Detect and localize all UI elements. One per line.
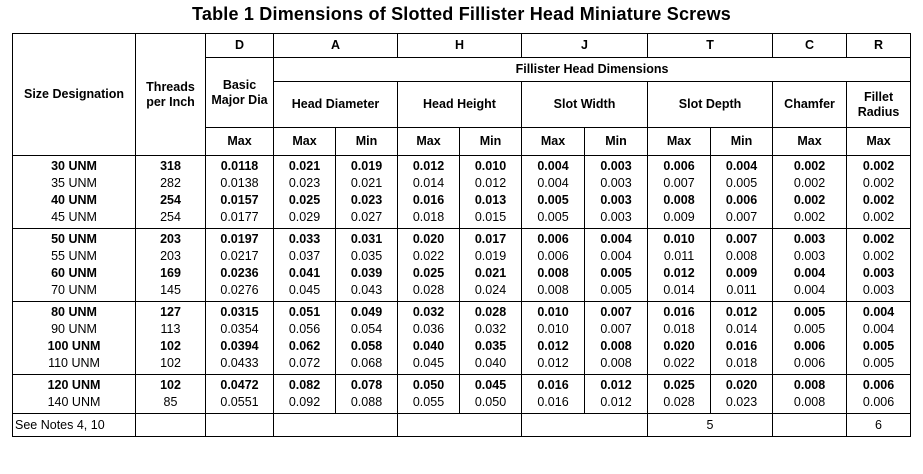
letter-d: D <box>206 34 274 58</box>
table-value: 0.011 <box>663 249 695 263</box>
table-value: 0.019 <box>350 159 383 173</box>
table-value: 0.007 <box>725 210 758 224</box>
cell-h-max <box>398 156 460 229</box>
table-value: 0.023 <box>288 176 321 190</box>
cell-h-max <box>398 302 460 375</box>
table-value: 0.005 <box>862 356 895 370</box>
table-value: 0.0236 <box>220 266 259 280</box>
table-value: 0.002 <box>793 159 826 173</box>
table-value: 127 <box>160 305 181 319</box>
table-value: 0.0217 <box>220 249 259 263</box>
table-value: 0.045 <box>412 356 445 370</box>
notes-empty <box>773 414 847 437</box>
a-max-header: Max <box>274 128 336 156</box>
table-value: 0.006 <box>793 339 826 353</box>
table-value: 102 <box>160 356 181 370</box>
table-value: 0.036 <box>412 322 445 336</box>
table-value: 60 UNM <box>51 266 97 280</box>
cell-tpi <box>136 229 206 302</box>
table-value: 254 <box>160 193 181 207</box>
table-value: 0.024 <box>474 283 507 297</box>
table-value: 0.040 <box>412 339 445 353</box>
letter-j: J <box>522 34 648 58</box>
table-value: 0.002 <box>862 193 895 207</box>
cell-t-min <box>711 375 773 414</box>
table-value: 203 <box>160 232 181 246</box>
table-value: 0.005 <box>537 210 569 224</box>
table-value: 102 <box>160 339 181 353</box>
table-value: 0.043 <box>350 283 383 297</box>
table-value: 50 UNM <box>51 232 97 246</box>
cell-j-min <box>585 229 648 302</box>
table-value: 120 UNM <box>47 378 101 392</box>
table-value: 0.006 <box>862 395 895 409</box>
j-min-header: Min <box>585 128 648 156</box>
table-value: 0.015 <box>474 210 507 224</box>
table-value: 0.006 <box>663 159 695 173</box>
table-value: 0.035 <box>350 249 383 263</box>
cell-h-min <box>460 375 522 414</box>
table-value: 0.006 <box>537 249 569 263</box>
table-value: 0.008 <box>537 266 569 280</box>
notes-empty <box>136 414 206 437</box>
cell-a-min <box>336 156 398 229</box>
table-value: 55 UNM <box>51 249 97 263</box>
cell-j-min <box>585 302 648 375</box>
table-value: 0.028 <box>412 283 445 297</box>
cell-j-max <box>522 375 585 414</box>
table-value: 0.021 <box>474 266 507 280</box>
table-value: 169 <box>160 266 181 280</box>
table-value: 0.007 <box>600 322 632 336</box>
table-value: 0.010 <box>537 322 569 336</box>
table-value: 0.005 <box>600 266 632 280</box>
table-value: 0.006 <box>862 378 895 392</box>
table-value: 0.062 <box>288 339 321 353</box>
table-value: 0.0551 <box>220 395 259 409</box>
d-max-header: Max <box>206 128 274 156</box>
table-value: 0.005 <box>793 305 826 319</box>
table-value: 113 <box>160 322 181 336</box>
table-value: 0.005 <box>793 322 826 336</box>
table-row-group <box>13 156 911 229</box>
table-value: 0.007 <box>725 232 758 246</box>
cell-d <box>206 156 274 229</box>
cell-tpi <box>136 156 206 229</box>
table-value: 0.012 <box>663 266 695 280</box>
table-value: 0.012 <box>600 378 632 392</box>
table-value: 0.0472 <box>220 378 259 392</box>
table-value: 0.019 <box>474 249 507 263</box>
table-value: 0.0433 <box>220 356 259 370</box>
table-value: 0.006 <box>537 232 569 246</box>
table-value: 0.017 <box>474 232 507 246</box>
table-value: 0.020 <box>725 378 758 392</box>
table-value: 0.027 <box>350 210 383 224</box>
table-value: 0.009 <box>725 266 758 280</box>
table-value: 0.0394 <box>220 339 259 353</box>
cell-t-min <box>711 302 773 375</box>
table-value: 0.004 <box>537 159 569 173</box>
table-value: 0.088 <box>350 395 383 409</box>
table-value: 0.012 <box>412 159 445 173</box>
table-value: 0.012 <box>537 356 569 370</box>
table-value: 0.022 <box>412 249 445 263</box>
table-value: 0.011 <box>726 283 757 297</box>
table-value: 0.003 <box>862 266 895 280</box>
table-body <box>13 156 911 414</box>
cell-size <box>13 229 136 302</box>
head-height-header: Head Height <box>398 82 522 128</box>
table-value: 0.020 <box>663 339 695 353</box>
table-value: 145 <box>160 283 181 297</box>
table-value: 0.021 <box>350 176 383 190</box>
h-max-header: Max <box>398 128 460 156</box>
table-value: 0.007 <box>600 305 632 319</box>
table-value: 0.012 <box>474 176 507 190</box>
cell-h-min <box>460 229 522 302</box>
table-value: 0.008 <box>663 193 695 207</box>
table-value: 0.004 <box>600 249 632 263</box>
cell-t-max <box>648 302 711 375</box>
notes-empty <box>274 414 398 437</box>
cell-a-max <box>274 375 336 414</box>
table-value: 40 UNM <box>51 193 97 207</box>
table-value: 0.029 <box>288 210 321 224</box>
table-value: 0.022 <box>663 356 695 370</box>
notes-t: 5 <box>648 414 773 437</box>
cell-r <box>847 302 911 375</box>
cell-r <box>847 229 911 302</box>
table-value: 0.078 <box>350 378 383 392</box>
table-value: 0.003 <box>600 210 632 224</box>
table-value: 0.002 <box>862 249 895 263</box>
cell-h-min <box>460 156 522 229</box>
cell-d <box>206 302 274 375</box>
table-value: 0.016 <box>412 193 445 207</box>
notes-empty <box>398 414 522 437</box>
cell-a-max <box>274 302 336 375</box>
table-value: 0.068 <box>350 356 383 370</box>
cell-tpi <box>136 375 206 414</box>
table-value: 0.020 <box>412 232 445 246</box>
table-value: 0.004 <box>600 232 632 246</box>
cell-a-min <box>336 375 398 414</box>
j-max-header: Max <box>522 128 585 156</box>
cell-c <box>773 229 847 302</box>
table-value: 35 UNM <box>51 176 97 190</box>
table-value: 0.050 <box>474 395 507 409</box>
head-diameter-header: Head Diameter <box>274 82 398 128</box>
table-value: 0.014 <box>412 176 445 190</box>
table-value: 0.004 <box>725 159 758 173</box>
cell-a-max <box>274 229 336 302</box>
letter-a: A <box>274 34 398 58</box>
chamfer-header: Chamfer <box>773 82 847 128</box>
fillet-radius-header: Fillet Radius <box>847 82 911 128</box>
cell-a-min <box>336 302 398 375</box>
table-value: 0.006 <box>793 356 826 370</box>
table-value: 0.010 <box>537 305 569 319</box>
table-value: 0.005 <box>537 193 569 207</box>
fillister-head-dimensions-header: Fillister Head Dimensions <box>274 58 911 82</box>
table-value: 0.008 <box>793 395 826 409</box>
table-value: 70 UNM <box>51 283 97 297</box>
cell-d <box>206 229 274 302</box>
notes-empty <box>206 414 274 437</box>
table-value: 0.014 <box>725 322 758 336</box>
table-value: 0.004 <box>862 305 895 319</box>
table-value: 0.016 <box>663 305 695 319</box>
table-value: 0.008 <box>793 378 826 392</box>
table-value: 0.008 <box>600 356 632 370</box>
table-value: 0.054 <box>350 322 383 336</box>
table-value: 0.028 <box>474 305 507 319</box>
table-value: 0.025 <box>288 193 321 207</box>
notes-row <box>13 414 911 437</box>
table-value: 0.039 <box>350 266 383 280</box>
table-header <box>13 34 911 156</box>
table-value: 0.0138 <box>220 176 259 190</box>
table-value: 0.010 <box>474 159 507 173</box>
cell-r <box>847 375 911 414</box>
table-value: 0.035 <box>474 339 507 353</box>
cell-r <box>847 156 911 229</box>
table-value: 0.003 <box>793 249 826 263</box>
dimensions-table <box>12 33 911 437</box>
table-value: 0.082 <box>288 378 321 392</box>
table-value: 0.002 <box>862 232 895 246</box>
table-value: 0.014 <box>663 283 695 297</box>
cell-d <box>206 375 274 414</box>
letter-c: C <box>773 34 847 58</box>
table-value: 0.012 <box>725 305 758 319</box>
table-value: 0.023 <box>725 395 758 409</box>
table-value: 0.018 <box>725 356 758 370</box>
h-min-header: Min <box>460 128 522 156</box>
cell-h-max <box>398 229 460 302</box>
cell-j-min <box>585 156 648 229</box>
cell-size <box>13 302 136 375</box>
table-value: 30 UNM <box>51 159 97 173</box>
table-value: 0.007 <box>663 176 695 190</box>
a-min-header: Min <box>336 128 398 156</box>
table-value: 0.002 <box>793 210 826 224</box>
letter-r: R <box>847 34 911 58</box>
table-value: 0.005 <box>725 176 758 190</box>
table-value: 100 UNM <box>47 339 101 353</box>
table-value: 0.003 <box>600 159 632 173</box>
cell-t-min <box>711 229 773 302</box>
cell-t-min <box>711 156 773 229</box>
c-max-header: Max <box>773 128 847 156</box>
r-max-header: Max <box>847 128 911 156</box>
table-value: 0.008 <box>600 339 632 353</box>
table-value: 0.004 <box>862 322 895 336</box>
table-value: 0.041 <box>288 266 321 280</box>
table-value: 0.051 <box>288 305 321 319</box>
cell-j-max <box>522 229 585 302</box>
table-value: 0.013 <box>474 193 507 207</box>
table-value: 0.016 <box>537 395 569 409</box>
table-value: 0.003 <box>793 232 826 246</box>
table-value: 0.033 <box>288 232 321 246</box>
table-value: 0.016 <box>725 339 758 353</box>
cell-tpi <box>136 302 206 375</box>
table-value: 0.072 <box>288 356 321 370</box>
table-value: 0.002 <box>793 176 826 190</box>
cell-h-max <box>398 375 460 414</box>
table-value: 0.003 <box>862 283 895 297</box>
table-value: 0.012 <box>600 395 632 409</box>
table-value: 0.031 <box>350 232 383 246</box>
cell-j-min <box>585 375 648 414</box>
cell-a-max <box>274 156 336 229</box>
slot-depth-header: Slot Depth <box>648 82 773 128</box>
table-value: 0.004 <box>793 283 826 297</box>
table-value: 80 UNM <box>51 305 97 319</box>
table-value: 90 UNM <box>51 322 97 336</box>
table-row-group <box>13 375 911 414</box>
table-value: 0.009 <box>663 210 695 224</box>
table-value: 0.040 <box>474 356 507 370</box>
cell-h-min <box>460 302 522 375</box>
table-value: 0.0157 <box>220 193 259 207</box>
notes-empty <box>522 414 648 437</box>
table-value: 0.004 <box>537 176 569 190</box>
table-value: 0.092 <box>288 395 321 409</box>
table-row-group <box>13 229 911 302</box>
table-value: 0.002 <box>862 176 895 190</box>
table-value: 0.058 <box>350 339 383 353</box>
table-value: 0.003 <box>600 176 632 190</box>
table-value: 0.056 <box>288 322 321 336</box>
table-value: 0.049 <box>350 305 383 319</box>
cell-c <box>773 302 847 375</box>
table-value: 0.006 <box>725 193 758 207</box>
threads-per-inch-header: Threads per Inch <box>136 34 206 156</box>
cell-t-max <box>648 229 711 302</box>
cell-j-max <box>522 302 585 375</box>
table-value: 318 <box>160 159 181 173</box>
table-value: 0.010 <box>663 232 695 246</box>
table-value: 0.002 <box>862 210 895 224</box>
notes-r: 6 <box>847 414 911 437</box>
table-value: 0.002 <box>793 193 826 207</box>
table-value: 0.0315 <box>220 305 259 319</box>
table-value: 282 <box>160 176 181 190</box>
table-value: 0.0354 <box>220 322 259 336</box>
table-value: 0.002 <box>862 159 895 173</box>
table-value: 0.008 <box>537 283 569 297</box>
table-value: 0.0276 <box>220 283 259 297</box>
table-value: 45 UNM <box>51 210 97 224</box>
cell-size <box>13 156 136 229</box>
table-value: 0.032 <box>412 305 445 319</box>
cell-t-max <box>648 156 711 229</box>
table-value: 0.055 <box>412 395 445 409</box>
table-row-group <box>13 302 911 375</box>
letter-t: T <box>648 34 773 58</box>
size-designation-header: Size Designation <box>13 34 136 156</box>
t-min-header: Min <box>711 128 773 156</box>
table-value: 0.050 <box>412 378 445 392</box>
table-value: 0.003 <box>600 193 632 207</box>
table-value: 0.025 <box>412 266 445 280</box>
table-value: 0.025 <box>663 378 695 392</box>
cell-size <box>13 375 136 414</box>
table-value: 0.005 <box>600 283 632 297</box>
table-value: 0.037 <box>288 249 321 263</box>
table-value: 0.018 <box>412 210 445 224</box>
table-value: 0.018 <box>663 322 695 336</box>
table-value: 254 <box>160 210 181 224</box>
table-value: 0.012 <box>537 339 569 353</box>
table-value: 0.0177 <box>220 210 259 224</box>
cell-t-max <box>648 375 711 414</box>
cell-a-min <box>336 229 398 302</box>
table-value: 140 UNM <box>47 395 101 409</box>
table-value: 102 <box>160 378 181 392</box>
cell-c <box>773 156 847 229</box>
slot-width-header: Slot Width <box>522 82 648 128</box>
cell-c <box>773 375 847 414</box>
table-value: 0.032 <box>474 322 507 336</box>
t-max-header: Max <box>648 128 711 156</box>
table-value: 0.028 <box>663 395 695 409</box>
table-value: 0.004 <box>793 266 826 280</box>
basic-major-dia-header: Basic Major Dia <box>206 58 274 128</box>
table-value: 0.0197 <box>220 232 259 246</box>
table-title: Table 1 Dimensions of Slotted Fillister Head Miniature Screws <box>192 4 731 24</box>
table-value: 0.0118 <box>220 159 259 173</box>
notes-label: See Notes 4, 10 <box>13 414 136 437</box>
letter-h: H <box>398 34 522 58</box>
cell-j-max <box>522 156 585 229</box>
table-value: 110 UNM <box>48 356 100 370</box>
table-value: 85 <box>163 395 178 409</box>
table-value: 0.008 <box>725 249 758 263</box>
table-value: 0.016 <box>537 378 569 392</box>
table-value: 0.023 <box>350 193 383 207</box>
table-value: 0.045 <box>288 283 321 297</box>
table-value: 0.005 <box>862 339 895 353</box>
table-value: 203 <box>160 249 181 263</box>
table-value: 0.045 <box>474 378 507 392</box>
table-value: 0.021 <box>288 159 321 173</box>
